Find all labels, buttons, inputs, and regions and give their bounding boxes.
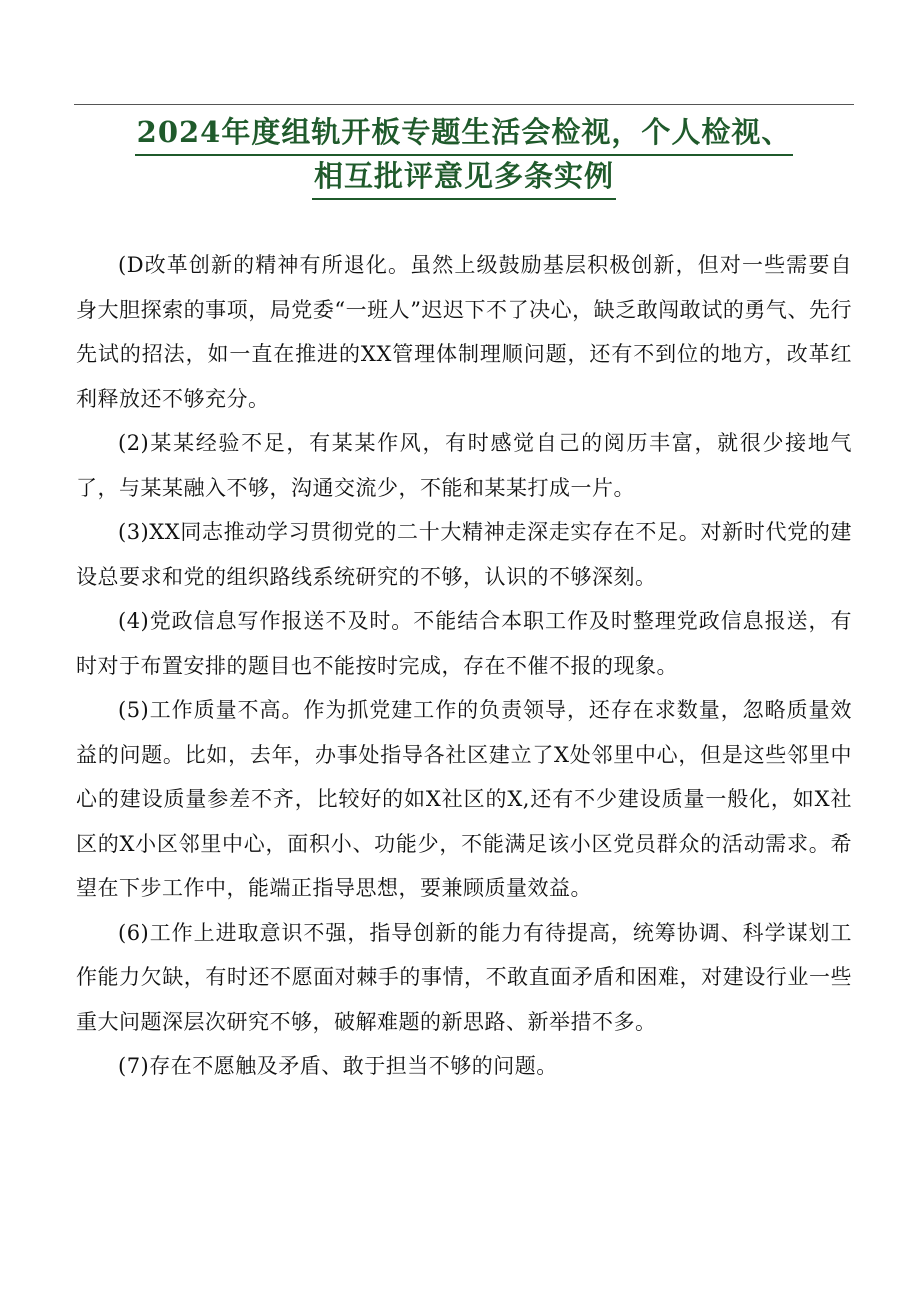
paragraph-5: (5)工作质量不高。作为抓党建工作的负责领导，还存在求数量，忽略质量效益的问题。比如，去年，办事处指导各社区建立了X处邻里中心，但是这些邻里中心的建设质量参差不齐，比较好的如X社区的X,还有不少建设质量一般化，如X社区的X小区邻里中心，面积小、功能少，不能满足该小区党员群众的活动需求。希望在下步工作中，能端正指导思想，要兼顾质量效益。: [76, 698, 852, 900]
paragraph-7: (7)存在不愿触及矛盾、敢于担当不够的问题。: [118, 1054, 558, 1078]
paragraph-6: (6)工作上进取意识不强，指导创新的能力有待提高，统筹协调、科学谋划工作能力欠缺，有时还不愿面对棘手的事情，不敢直面矛盾和困难，对建设行业一些重大问题深层次研究不够，破解难题的新思路、新举措不多。: [76, 920, 852, 1034]
document-body: [76, 243, 852, 1089]
header-rule: [74, 104, 854, 105]
title-line-1: 2024年度组轨开板专题生活会检视，个人检视、: [135, 110, 794, 156]
document-title: [74, 110, 854, 198]
paragraph-4: (4)党政信息写作报送不及时。不能结合本职工作及时整理党政信息报送，有时对于布置安排的题目也不能按时完成，存在不催不报的现象。: [76, 609, 852, 678]
paragraph-3: (3)XX同志推动学习贯彻党的二十大精神走深走实存在不足。对新时代党的建设总要求和党的组织路线系统研究的不够，认识的不够深刻。: [76, 520, 852, 589]
paragraph-2: (2)某某经验不足，有某某作风，有时感觉自己的阅历丰富，就很少接地气了，与某某融入不够，沟通交流少，不能和某某打成一片。: [76, 431, 852, 500]
paragraph-1: (D改革创新的精神有所退化。虽然上级鼓励基层积极创新，但对一些需要自身大胆探索的事项，局党委“一班人”迟迟下不了决心，缺乏敢闯敢试的勇气、先行先试的招法，如一直在推进的XX管理体制理顺问题，还有不到位的地方，改革红利释放还不够充分。: [76, 253, 852, 411]
title-line-2: 相互批评意见多条实例: [312, 154, 616, 200]
